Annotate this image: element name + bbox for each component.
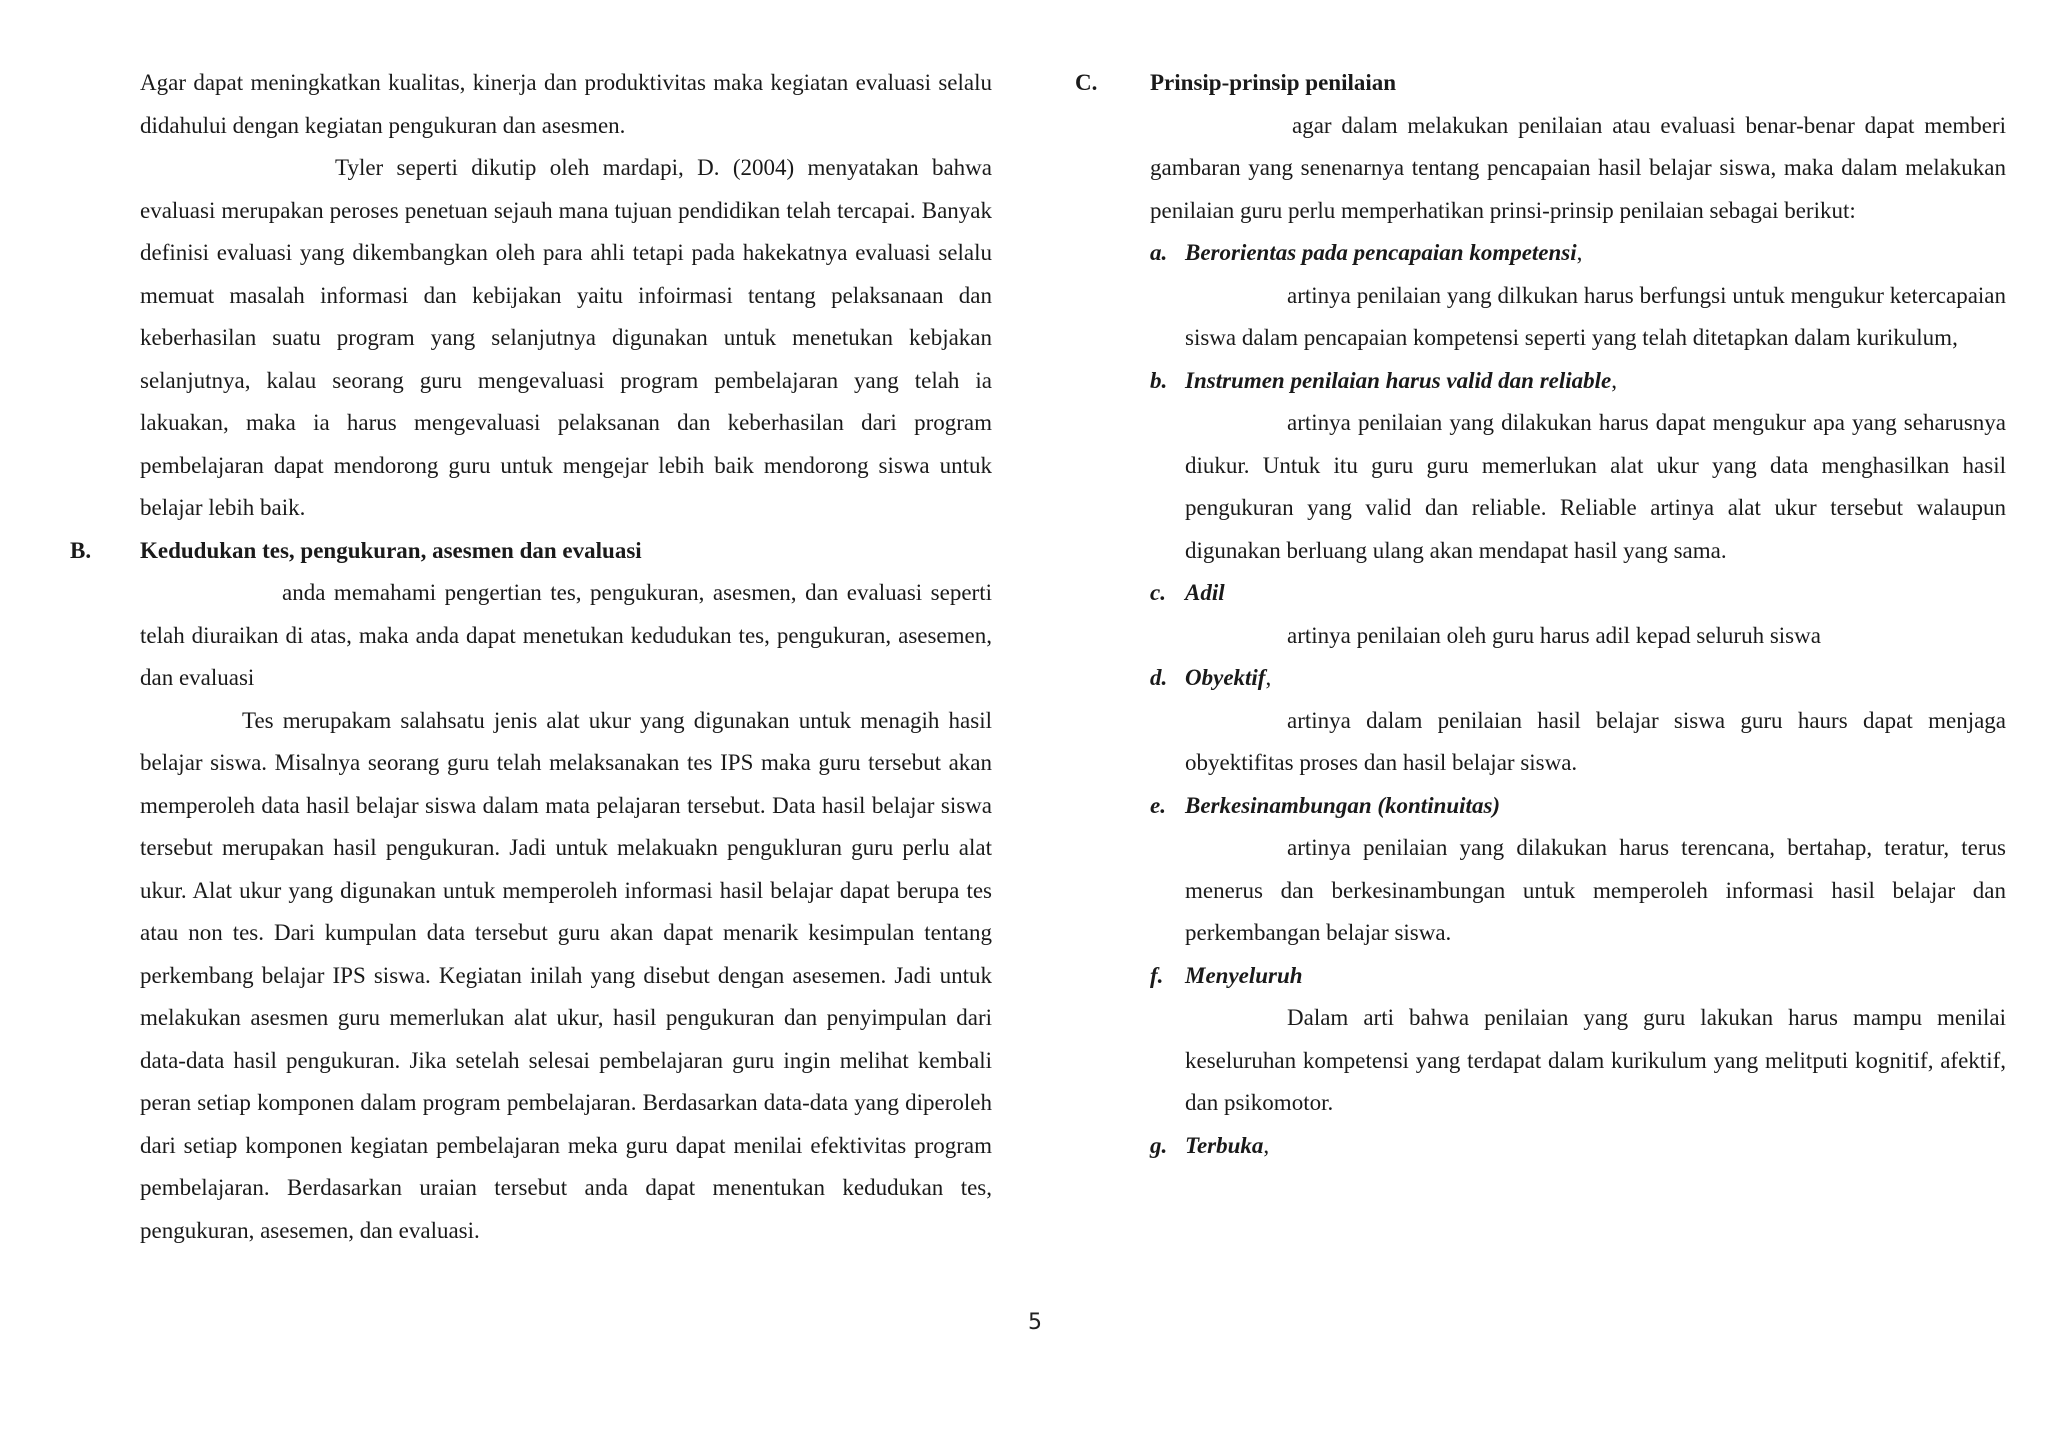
- principle-a-title: Berorientas pada pencapaian kompetensi: [1185, 240, 1577, 265]
- paragraph-intro: Agar dapat meningkatkan kualitas, kinerja dan produktivitas maka kegiatan evaluasi selalu didahului dengan kegiatan pengukuran dan asesmen.: [140, 70, 992, 138]
- principle-d-mark: d.: [1150, 665, 1168, 690]
- left-column: [70, 62, 992, 1252]
- principle-c-desc: artinya penilaian oleh guru harus adil kepad seluruh siswa: [1287, 622, 1821, 648]
- paragraph-b2: Tes merupakam salahsatu jenis alat ukur yang digunakan untuk menagih hasil belajar siswa. Misalnya seorang guru telah melaksanakan tes IPS maka guru tersebut akan memperoleh data hasil belajar siswa dalam mata pelajaran tersebut. Data hasil belajar siswa tersebut merupakan hasil pengukuran. Jadi untuk melakuakn pengukluran guru perlu alat ukur. Alat ukur yang digunakan untuk memperoleh informasi hasil belajar dapat berupa tes atau non tes. Dari kumpulan data tersebut guru akan dapat menarik kesimpulan tentang perkembang belajar IPS siswa. Kegiatan inilah yang disebut dengan asesemen. Jadi untuk melakukan asesmen guru memerlukan alat ukur, hasil pengukuran dan penyimpulan dari data-data hasil pengukuran. Jika setelah selesai pembelajaran guru ingin melihat kembali peran setiap komponen dalam program pembelajaran. Berdasarkan data-data yang diperoleh dari setiap komponen kegiatan pembelajaran meka guru dapat menilai efektivitas program pembelajaran. Berdasarkan uraian tersebut anda dapat menentukan kedudukan tes, pengukuran, asesemen, dan evaluasi.: [140, 707, 992, 1243]
- principle-f-desc: Dalam arti bahwa penilaian yang guru lakukan harus mampu menilai keseluruhan kompetensi yang terdapat dalam kurikulum yang melitputi kognitif, afektif, dan psikomotor.: [1185, 1005, 2006, 1115]
- principle-c-heading: [1078, 572, 2006, 615]
- principle-g-title: Terbuka: [1185, 1132, 1264, 1158]
- principle-a-suffix: ,: [1576, 240, 1583, 265]
- principle-e-desc: artinya penilaian yang dilakukan harus terencana, bertahap, teratur, terus menerus dan berkesinambungan untuk memperoleh informasi hasil belajar dan perkembangan belajar siswa.: [1185, 835, 2006, 945]
- principle-g-suffix: ,: [1263, 1132, 1270, 1158]
- principle-b-mark: b.: [1150, 367, 1168, 393]
- principle-f: [1078, 955, 2006, 1125]
- section-c-label: C.: [1075, 70, 1098, 95]
- section-b-title: Kedudukan tes, pengukuran, asesmen dan evaluasi: [140, 537, 642, 563]
- principle-g: [1078, 1125, 2006, 1168]
- section-b-label: B.: [70, 537, 92, 563]
- principle-d: [1078, 657, 2006, 785]
- principle-f-heading: [1078, 955, 2006, 998]
- principle-e-heading: [1078, 785, 2006, 828]
- principle-e-title: Berkesinambungan (kontinuitas): [1185, 792, 1501, 818]
- principle-a-desc: artinya penilaian yang dilkukan harus berfungsi untuk mengukur ketercapaian siswa dalam pencapaian kompetensi seperti yang telah ditetapkan dalam kurikulum,: [1185, 282, 2006, 350]
- principle-b-suffix: ,: [1611, 367, 1617, 393]
- principle-b-heading: [1078, 360, 2006, 403]
- principle-a-mark: a.: [1150, 240, 1168, 265]
- principle-c: [1078, 572, 2006, 657]
- principle-c-mark: c.: [1150, 580, 1166, 605]
- principle-c-title: Adil: [1185, 580, 1225, 605]
- principle-g-heading: [1078, 1125, 2006, 1168]
- paragraph-tyler: Tyler seperti dikutip oleh mardapi, D. (2004) menyatakan bahwa evaluasi merupakan peroses penetuan sejauh mana tujuan pendidikan telah tercapai. Banyak definisi evaluasi yang dikembangkan oleh para ahli tetapi pada hakekatnya evaluasi selalu memuat masalah informasi dan kebijakan yaitu infoirmasi tentang pelaksanaan dan keberhasilan suatu program yang selanjutnya digunakan untuk menetukan kebjakan selanjutnya, kalau seorang guru mengevaluasi program pembelajaran yang telah ia lakuakan, maka ia harus mengevaluasi pelaksanan dan keberhasilan dari program pembelajaran dapat mendorong guru untuk mengejar lebih baik mendorong siswa untuk belajar lebih baik.: [140, 155, 992, 520]
- principle-d-suffix: ,: [1265, 665, 1272, 690]
- principle-d-title: Obyektif: [1185, 665, 1266, 690]
- section-b-heading: [70, 530, 992, 573]
- principle-b-title: Instrumen penilaian harus valid dan reliable: [1185, 367, 1612, 393]
- principle-f-mark: f.: [1150, 962, 1164, 988]
- section-c-heading: [1075, 62, 2006, 105]
- principle-a-heading: [1078, 232, 2006, 275]
- section-c-title: Prinsip-prinsip penilaian: [1150, 70, 1397, 95]
- principle-b: [1078, 360, 2006, 573]
- principle-d-desc: artinya dalam penilaian hasil belajar siswa guru haurs dapat menjaga obyektifitas proses dan hasil belajar siswa.: [1185, 707, 2006, 775]
- principle-a: [1078, 232, 2006, 360]
- paragraph-b1: anda memahami pengertian tes, pengukuran, asesmen, dan evaluasi seperti telah diuraikan di atas, maka anda dapat menetukan kedudukan tes, pengukuran, asesemen, dan evaluasi: [140, 580, 992, 690]
- page-number: 5: [1028, 1310, 1042, 1335]
- principle-d-heading: [1078, 657, 2006, 700]
- principle-b-desc: artinya penilaian yang dilakukan harus dapat mengukur apa yang seharusnya diukur. Untuk itu guru guru memerlukan alat ukur yang data menghasilkan hasil pengukuran yang valid dan reliable. Reliable artinya alat ukur tersebut walaupun digunakan berluang ulang akan mendapat hasil yang sama.: [1185, 410, 2006, 563]
- section-c-intro: agar dalam melakukan penilaian atau evaluasi benar-benar dapat memberi gambaran yang senenarnya tentang pencapaian hasil belajar siswa, maka dalam melakukan penilaian guru perlu memperhatikan prinsi-prinsip penilaian sebagai berikut:: [1150, 112, 2006, 223]
- principle-e-mark: e.: [1150, 792, 1166, 818]
- right-column: [1075, 62, 2006, 1167]
- principle-f-title: Menyeluruh: [1185, 962, 1303, 988]
- principle-e: [1078, 785, 2006, 955]
- principle-g-mark: g.: [1150, 1132, 1168, 1158]
